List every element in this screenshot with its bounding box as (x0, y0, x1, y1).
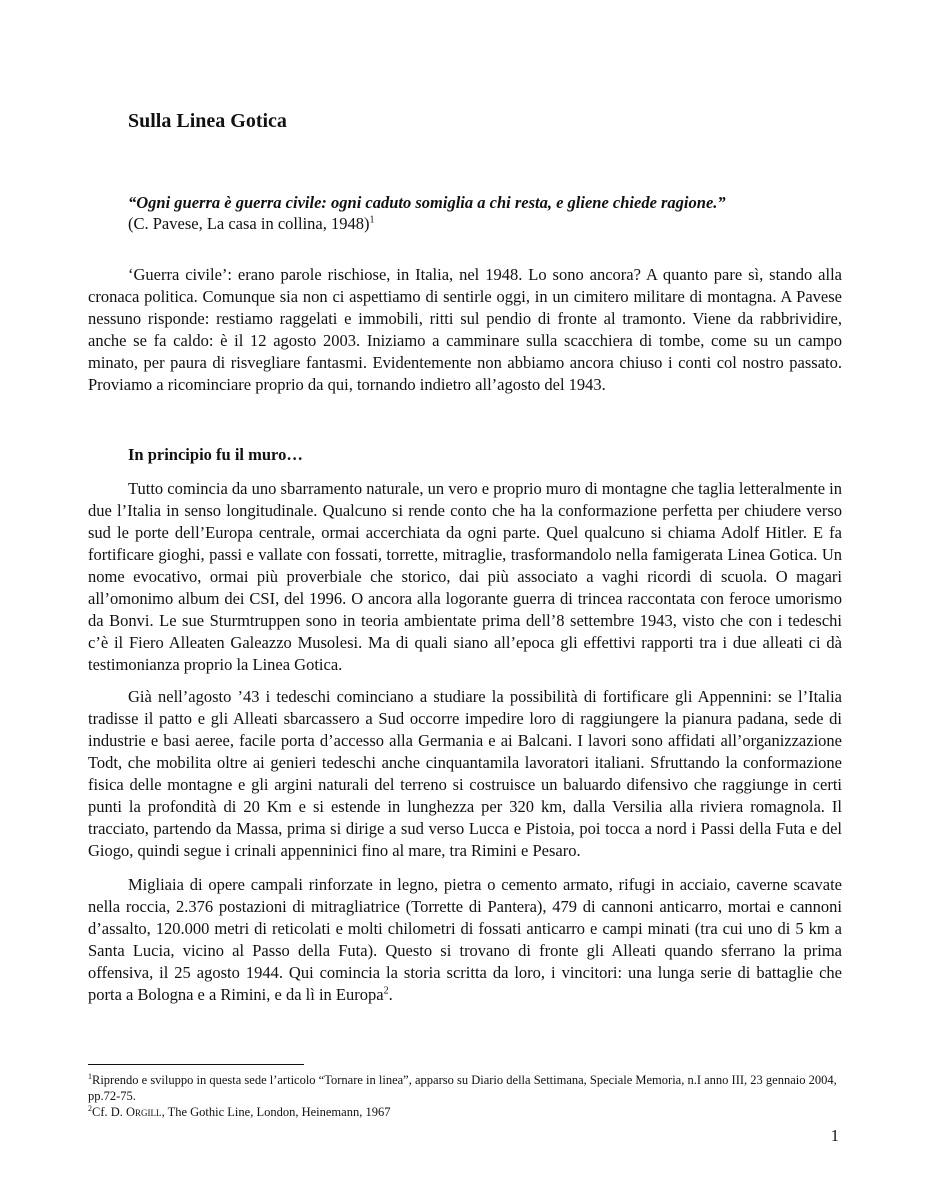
footnote-2-author: Orgill (126, 1105, 162, 1119)
page-title: Sulla Linea Gotica (128, 110, 287, 132)
footnote-2-text: , The Gothic Line, London, Heinemann, 1967 (161, 1105, 391, 1119)
body-paragraph-3 (88, 874, 842, 1006)
body-paragraph-1: Tutto comincia da uno sbarramento naturale, un vero e proprio muro di montagne che taglia letteralmente in due l’Italia in senso longitudinale. Qualcuno si rende conto che ha la conformazione perfetta per chiudere verso sud le porte dell’Europa centrale, ormai accerchiata da ogni parte. Quel qualcuno si chiama Adolf Hitler. E fa fortificare gioghi, passi e vallate con fossati, torrette, mitraglie, trasformandolo nella famigerata Linea Gotica. Un nome evocativo, ormai più proverbiale che storico, dai più associato a vaghi ricordi di scuola. O magari all’omonimo album dei CSI, del 1996. O ancora alla logorante guerra di trincea raccontata con feroce umorismo da Bonvi. Le sue Sturmtruppen sono in teoria ambientate prima dell’8 settembre 1943, visto che con i tedeschi c’è il Fiero Alleaten Galeazzo Musolesi. Ma di quali siano all’epoca gli effettivi rapporti tra i due alleati ci dà testimonianza proprio la Linea Gotica. (88, 479, 842, 674)
page-number: 1 (830, 1126, 839, 1145)
footnote-1-number: 1 (88, 1071, 92, 1081)
footnote-2-number: 2 (88, 1103, 92, 1113)
footnotes (88, 1072, 848, 1120)
footnote-separator (88, 1064, 304, 1065)
footnote-ref-2: 2 (383, 985, 389, 997)
epigraph-source (128, 213, 808, 234)
footnote-ref-1: 1 (369, 214, 375, 226)
body-paragraph-3-text: Migliaia di opere campali rinforzate in legno, pietra o cemento armato, rifugi in acciaio, caverne scavate nella roccia, 2.376 postazioni di mitragliatrice (Torrette di Pantera), 479 di cannoni anticarro, mortai e cannoni d’assalto, 120.000 metri di reticolati e molti chilometri di fossati anticarro e campi minati (tra cui uno di 5 km a Santa Lucia, vicino al Passo della Futa). Questo si trovano di fronte gli Alleati quando sferrano la prima offensiva, il 25 agosto 1944. Qui comincia la storia scritta da loro, i vincitori: una lunga serie di battaglie che porta a Bologna e a Rimini, e da lì in Europa (88, 875, 842, 1004)
section-heading: In principio fu il muro… (128, 445, 303, 464)
epigraph (128, 192, 808, 234)
footnote-1-text: Riprendo e sviluppo in questa sede l’articolo “Tornare in linea”, apparso su Diario della Settimana, Speciale Memoria, n.I anno III, 23 gennaio 2004, pp.72-75. (88, 1073, 837, 1103)
footnote-2-prefix: Cf. D. (92, 1105, 127, 1119)
body-paragraph-3-end: . (388, 985, 393, 1004)
footnote-1 (88, 1072, 848, 1104)
epigraph-quote: “Ogni guerra è guerra civile: ogni caduto somiglia a chi resta, e gliene chiede ragione.” (128, 193, 726, 212)
body-paragraph-2: Già nell’agosto ’43 i tedeschi cominciano a studiare la possibilità di fortificare gli Appennini: se l’Italia tradisse il patto e gli Alleati sbarcassero a Sud occorre impedire loro di raggiungere la pianura padana, sede di industrie e basi aeree, facile porta d’accesso alla Germania e ai Balcani. I lavori sono affidati all’organizzazione Todt, che mobilita oltre ai genieri tedeschi anche cinquantamila lavoratori italiani. Sfruttando la conformazione fisica delle montagne e gli argini naturali del terreno si costruisce un baluardo difensivo che raggiunge in certi punti la profondità di 20 Km e si estende in lunghezza per 320 km, dalla Versilia alla riviera romagnola. Il tracciato, partendo da Massa, prima si dirige a sud verso Lucca e Pistoia, poi tocca a nord i Passi della Futa e del Giogo, quindi segue i crinali appenninici fino al mare, tra Rimini e Pesaro. (88, 687, 842, 860)
epigraph-source-text: (C. Pavese, La casa in collina, 1948) (128, 214, 370, 233)
footnote-2 (88, 1104, 848, 1120)
intro-paragraph: ‘Guerra civile’: erano parole rischiose, in Italia, nel 1948. Lo sono ancora? A quanto pare sì, stando alla cronaca politica. Comunque sia non ci aspettiamo di sentirle oggi, in un cimitero militare di montagna. A Pavese nessuno risponde: restiamo raggelati e immobili, ritti sul pendio di fronte al tramonto. Viene da rabbrividire, anche se fa caldo: è il 12 agosto 2003. Iniziamo a camminare sulla scacchiera di tombe, come su un campo minato, per paura di risvegliare fantasmi. Evidentemente non abbiamo ancora chiuso i conti col nostro passato. Proviamo a ricominciare proprio da qui, tornando indietro all’agosto del 1943. (88, 265, 842, 394)
